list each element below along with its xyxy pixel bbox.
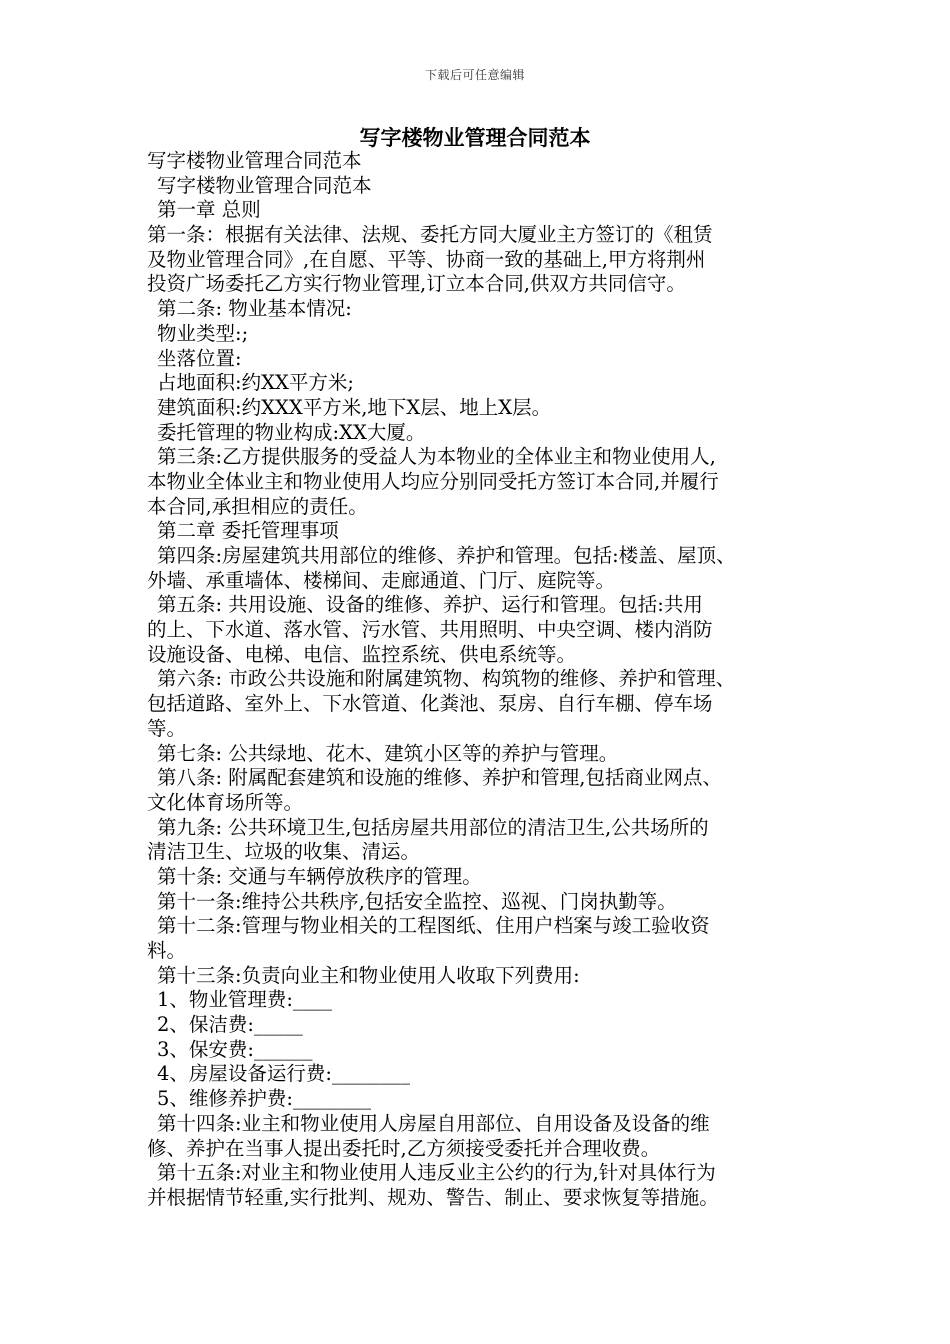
text-line: 5、维修养护费:________ xyxy=(157,1087,371,1111)
text-line: 物业类型:; xyxy=(157,321,249,345)
text-line: 及物业管理合同》,在自愿、平等、协商一致的基础上,甲方将荆州 xyxy=(147,247,706,271)
text-line: 包括道路、室外上、下水管道、化粪池、泵房、自行车棚、停车场 xyxy=(147,692,713,716)
text-line: 的上、下水道、落水管、污水管、共用照明、中央空调、楼内消防 xyxy=(147,618,713,642)
text-line: 第七条: 公共绿地、花木、建筑小区等的养护与管理。 xyxy=(157,741,619,765)
text-line: 第四条:房屋建筑共用部位的维修、养护和管理。包括:楼盖、屋顶、 xyxy=(157,544,736,567)
text-line: 第六条: 市政公共设施和附属建筑物、构筑物的维修、养护和管理、 xyxy=(157,667,736,691)
text-line: 1、物业管理费:____ xyxy=(157,988,332,1012)
text-line: 3、保安费:______ xyxy=(157,1037,313,1061)
text-line: 修、养护在当事人提出委托时,乙方须接受委托并合理收费。 xyxy=(147,1136,661,1160)
text-line: 清洁卫生、垃圾的收集、清运。 xyxy=(147,840,421,864)
text-line: 第十一条:维持公共秩序,包括安全监控、巡视、门岗执勤等。 xyxy=(157,889,677,913)
text-line: 外墙、承重墙体、楼梯间、走廊通道、门厅、庭院等。 xyxy=(147,568,616,592)
header-note: 下载后可任意编辑 xyxy=(424,68,525,82)
text-line: 第十二条:管理与物业相关的工程图纸、住用户档案与竣工验收资 xyxy=(157,914,710,938)
text-line: 第十条: 交通与车辆停放秩序的管理。 xyxy=(157,864,482,888)
text-line: 第十五条:对业主和物业使用人违反业主公约的行为,针对具体行为 xyxy=(157,1161,716,1185)
text-line: 第一条：根据有关法律、法规、委托方同大厦业主方签订的《租赁 xyxy=(147,223,713,247)
text-line: 写字楼物业管理合同范本 xyxy=(147,149,362,172)
document-body xyxy=(147,149,827,1211)
text-line: 本物业全体业主和物业使用人均应分别同受托方签订本合同,并履行 xyxy=(147,469,719,493)
text-line: 第二条: 物业基本情况: xyxy=(157,297,352,321)
text-line: 文化体育场所等。 xyxy=(147,790,304,814)
text-line: 本合同,承担相应的责任。 xyxy=(147,494,368,518)
text-line: 投资广场委托乙方实行物业管理,订立本合同,供双方共同信守。 xyxy=(147,272,686,296)
text-line: 坐落位置: xyxy=(157,346,242,370)
text-line: 第三条:乙方提供服务的受益人为本物业的全体业主和物业使用人, xyxy=(157,445,716,469)
text-line: 并根据情节轻重,实行批判、规劝、警告、制止、要求恢复等措施。 xyxy=(147,1185,719,1209)
text-line: 料。 xyxy=(147,939,187,962)
text-line: 第十三条:负责向业主和物业使用人收取下列费用: xyxy=(157,963,580,987)
text-line: 第五条: 共用设施、设备的维修、养护、运行和管理。包括:共用 xyxy=(157,593,703,617)
text-line: 第二章 委托管理事项 xyxy=(157,519,339,543)
text-line: 设施设备、电梯、电信、监控系统、供电系统等。 xyxy=(147,642,577,666)
text-line: 第九条: 公共环境卫生,包括房屋共用部位的清洁卫生,公共场所的 xyxy=(157,815,709,839)
text-line: 4、房屋设备运行费:________ xyxy=(157,1062,410,1086)
text-line: 委托管理的物业构成:XX大厦。 xyxy=(157,420,426,444)
document-title: 写字楼物业管理合同范本 xyxy=(359,125,591,150)
text-line: 写字楼物业管理合同范本 xyxy=(157,173,372,197)
text-line: 建筑面积:约XXX平方米,地下X层、地上X层。 xyxy=(157,395,552,419)
text-line: 第一章 总则 xyxy=(157,198,261,222)
text-line: 等。 xyxy=(147,716,187,740)
text-line: 占地面积:约XX平方米; xyxy=(157,371,354,395)
text-line: 第十四条:业主和物业使用人房屋自用部位、自用设备及设备的维 xyxy=(157,1111,710,1135)
text-line: 第八条: 附属配套建筑和设施的维修、养护和管理,包括商业网点、 xyxy=(157,766,722,790)
text-line: 2、保洁费:_____ xyxy=(157,1013,303,1037)
